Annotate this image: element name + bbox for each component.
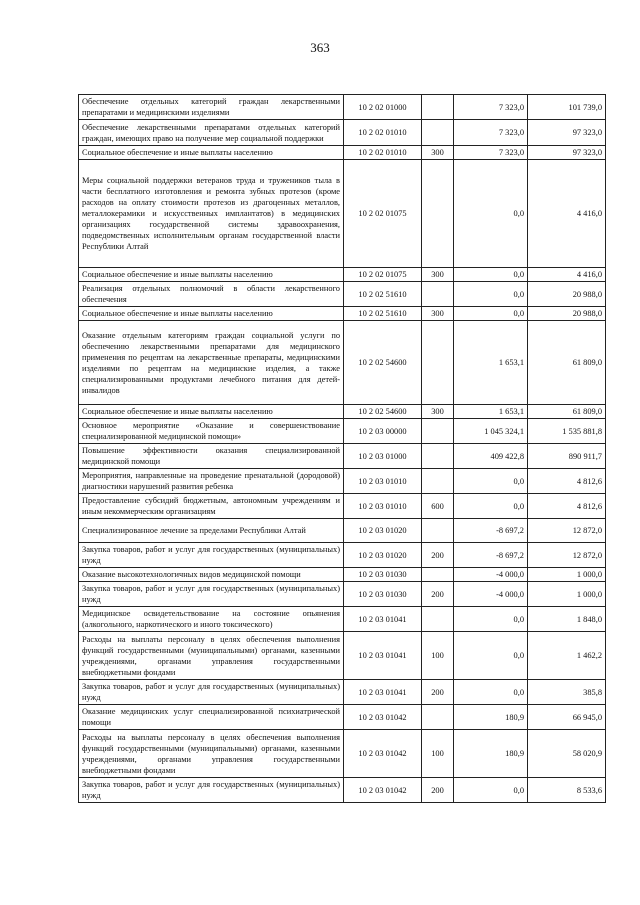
expense-name-cell: Меры социальной поддержки ветеранов труда и тружеников тыла в части бесплатного изготовления и ремонта зубных протезов (кроме расходов на оплату стоимости протезов из драгоценных металлов, металлокерамики и искусственных имплантатов) в медицинских организациях государственной системы здравоохранения, подведомственных исполнительным органам государственной власти Республики Алтай [79,160,344,268]
expense-name-cell: Обеспечение лекарственными препаратами отдельных категорий граждан, имеющих право на получение мер социальной поддержки [79,120,344,146]
target-code-cell: 10 2 03 01020 [344,519,422,543]
expense-name-cell: Оказание отдельным категориям граждан социальной услуги по обеспечению лекарственными препаратами для медицинского применения по рецептам на лекарственные препараты, медицинскими изделиями по рецептам на медицинские изделия, а также специализированными продуктами лечебного питания для детей-инвалидов [79,321,344,405]
expense-name-cell: Специализированное лечение за пределами Республики Алтай [79,519,344,543]
table-row [79,146,606,160]
expense-name-cell: Предоставление субсидий бюджетным, автономным учреждениям и иным некоммерческим организациям [79,494,344,519]
total-amount-cell: 1 535 881,8 [528,419,606,444]
change-amount-cell: -4 000,0 [454,582,528,607]
change-amount-cell: 0,0 [454,778,528,803]
expense-name-cell: Медицинское освидетельствование на состояние опьянения (алкогольного, наркотического и иного токсического) [79,607,344,632]
table-row [79,95,606,120]
table-row [79,419,606,444]
expense-type-cell: 100 [422,730,454,778]
total-amount-cell: 8 533,6 [528,778,606,803]
page-number: 363 [310,40,330,55]
target-code-cell: 10 2 02 01075 [344,268,422,282]
expense-type-cell [422,419,454,444]
target-code-cell: 10 2 02 54600 [344,405,422,419]
total-amount-cell: 61 809,0 [528,405,606,419]
total-amount-cell: 101 739,0 [528,95,606,120]
expense-type-cell: 300 [422,268,454,282]
change-amount-cell: 1 045 324,1 [454,419,528,444]
total-amount-cell: 1 848,0 [528,607,606,632]
table-row [79,519,606,543]
change-amount-cell: -8 697,2 [454,543,528,568]
table-row [79,582,606,607]
target-code-cell: 10 2 02 51610 [344,282,422,307]
expense-name-cell: Социальное обеспечение и иные выплаты населению [79,405,344,419]
change-amount-cell: 0,0 [454,632,528,680]
total-amount-cell: 97 323,0 [528,120,606,146]
expense-type-cell [422,469,454,494]
expense-name-cell: Оказание медицинских услуг специализированной психиатрической помощи [79,705,344,730]
target-code-cell: 10 2 03 01041 [344,607,422,632]
table-row [79,568,606,582]
target-code-cell: 10 2 02 54600 [344,321,422,405]
total-amount-cell: 1 462,2 [528,632,606,680]
table-row [79,120,606,146]
table-row [79,405,606,419]
table-row [79,632,606,680]
expense-name-cell: Закупка товаров, работ и услуг для государственных (муниципальных) нужд [79,778,344,803]
expense-type-cell [422,95,454,120]
expense-name-cell: Социальное обеспечение и иные выплаты населению [79,268,344,282]
table-row [79,778,606,803]
total-amount-cell: 4 416,0 [528,268,606,282]
table-row [79,705,606,730]
expense-type-cell [422,705,454,730]
expense-name-cell: Закупка товаров, работ и услуг для государственных (муниципальных) нужд [79,680,344,705]
expense-type-cell: 600 [422,494,454,519]
change-amount-cell: 1 653,1 [454,405,528,419]
expense-name-cell: Обеспечение отдельных категорий граждан лекарственными препаратами и медицинскими изделиями [79,95,344,120]
expense-name-cell: Закупка товаров, работ и услуг для государственных (муниципальных) нужд [79,582,344,607]
table-row [79,680,606,705]
table-row [79,160,606,268]
change-amount-cell: 0,0 [454,160,528,268]
table-row [79,494,606,519]
change-amount-cell: 0,0 [454,469,528,494]
expense-name-cell: Повышение эффективности оказания специализированной медицинской помощи [79,444,344,469]
total-amount-cell: 385,8 [528,680,606,705]
expense-type-cell: 100 [422,632,454,680]
expense-name-cell: Реализация отдельных полномочий в области лекарственного обеспечения [79,282,344,307]
expense-name-cell: Основное мероприятие «Оказание и совершенствование специализированной медицинской помощи» [79,419,344,444]
total-amount-cell: 890 911,7 [528,444,606,469]
target-code-cell: 10 2 03 01010 [344,494,422,519]
target-code-cell: 10 2 03 01042 [344,778,422,803]
target-code-cell: 10 2 03 01042 [344,705,422,730]
expense-type-cell [422,607,454,632]
total-amount-cell: 1 000,0 [528,568,606,582]
change-amount-cell: 0,0 [454,282,528,307]
budget-table-body [79,95,606,803]
expense-name-cell: Расходы на выплаты персоналу в целях обеспечения выполнения функций государственными (муниципальными) органами, казенными учреждениями, органами управления государственными внебюджетными фондами [79,730,344,778]
target-code-cell: 10 2 03 01030 [344,582,422,607]
total-amount-cell: 12 872,0 [528,519,606,543]
expense-type-cell [422,444,454,469]
target-code-cell: 10 2 03 01041 [344,632,422,680]
change-amount-cell: 0,0 [454,607,528,632]
expense-type-cell: 200 [422,680,454,705]
expense-name-cell: Расходы на выплаты персоналу в целях обеспечения выполнения функций государственными (муниципальными) органами, казенными учреждениями, органами управления государственными внебюджетными фондами [79,632,344,680]
target-code-cell: 10 2 03 01042 [344,730,422,778]
target-code-cell: 10 2 03 01041 [344,680,422,705]
expense-type-cell [422,321,454,405]
change-amount-cell: 7 323,0 [454,95,528,120]
target-code-cell: 10 2 03 01030 [344,568,422,582]
change-amount-cell: 0,0 [454,268,528,282]
change-amount-cell: 7 323,0 [454,120,528,146]
total-amount-cell: 4 812,6 [528,494,606,519]
table-row [79,321,606,405]
table-row [79,730,606,778]
total-amount-cell: 61 809,0 [528,321,606,405]
expense-type-cell: 200 [422,778,454,803]
expense-type-cell: 200 [422,543,454,568]
table-row [79,444,606,469]
target-code-cell: 10 2 03 01000 [344,444,422,469]
expense-name-cell: Закупка товаров, работ и услуг для государственных (муниципальных) нужд [79,543,344,568]
expense-type-cell [422,160,454,268]
table-row [79,543,606,568]
budget-table [78,94,606,803]
target-code-cell: 10 2 02 01075 [344,160,422,268]
total-amount-cell: 20 988,0 [528,307,606,321]
target-code-cell: 10 2 03 00000 [344,419,422,444]
target-code-cell: 10 2 02 01000 [344,95,422,120]
change-amount-cell: 0,0 [454,680,528,705]
expense-type-cell [422,568,454,582]
expense-type-cell: 300 [422,405,454,419]
change-amount-cell: 0,0 [454,307,528,321]
expense-type-cell: 200 [422,582,454,607]
total-amount-cell: 20 988,0 [528,282,606,307]
change-amount-cell: 7 323,0 [454,146,528,160]
target-code-cell: 10 2 02 51610 [344,307,422,321]
change-amount-cell: 180,9 [454,730,528,778]
change-amount-cell: 180,9 [454,705,528,730]
expense-name-cell: Социальное обеспечение и иные выплаты населению [79,146,344,160]
expense-name-cell: Мероприятия, направленные на проведение пренатальной (дородовой) диагностики нарушений развития ребенка [79,469,344,494]
total-amount-cell: 4 812,6 [528,469,606,494]
table-row [79,469,606,494]
total-amount-cell: 58 020,9 [528,730,606,778]
expense-type-cell [422,120,454,146]
table-row [79,607,606,632]
expense-type-cell: 300 [422,307,454,321]
expense-type-cell: 300 [422,146,454,160]
target-code-cell: 10 2 03 01010 [344,469,422,494]
change-amount-cell: 0,0 [454,494,528,519]
total-amount-cell: 12 872,0 [528,543,606,568]
total-amount-cell: 4 416,0 [528,160,606,268]
table-row [79,282,606,307]
change-amount-cell: -4 000,0 [454,568,528,582]
expense-type-cell [422,282,454,307]
table-row [79,268,606,282]
expense-name-cell: Социальное обеспечение и иные выплаты населению [79,307,344,321]
target-code-cell: 10 2 02 01010 [344,120,422,146]
total-amount-cell: 1 000,0 [528,582,606,607]
change-amount-cell: 1 653,1 [454,321,528,405]
expense-name-cell: Оказание высокотехнологичных видов медицинской помощи [79,568,344,582]
table-row [79,307,606,321]
change-amount-cell: 409 422,8 [454,444,528,469]
expense-type-cell [422,519,454,543]
total-amount-cell: 97 323,0 [528,146,606,160]
total-amount-cell: 66 945,0 [528,705,606,730]
change-amount-cell: -8 697,2 [454,519,528,543]
target-code-cell: 10 2 03 01020 [344,543,422,568]
target-code-cell: 10 2 02 01010 [344,146,422,160]
